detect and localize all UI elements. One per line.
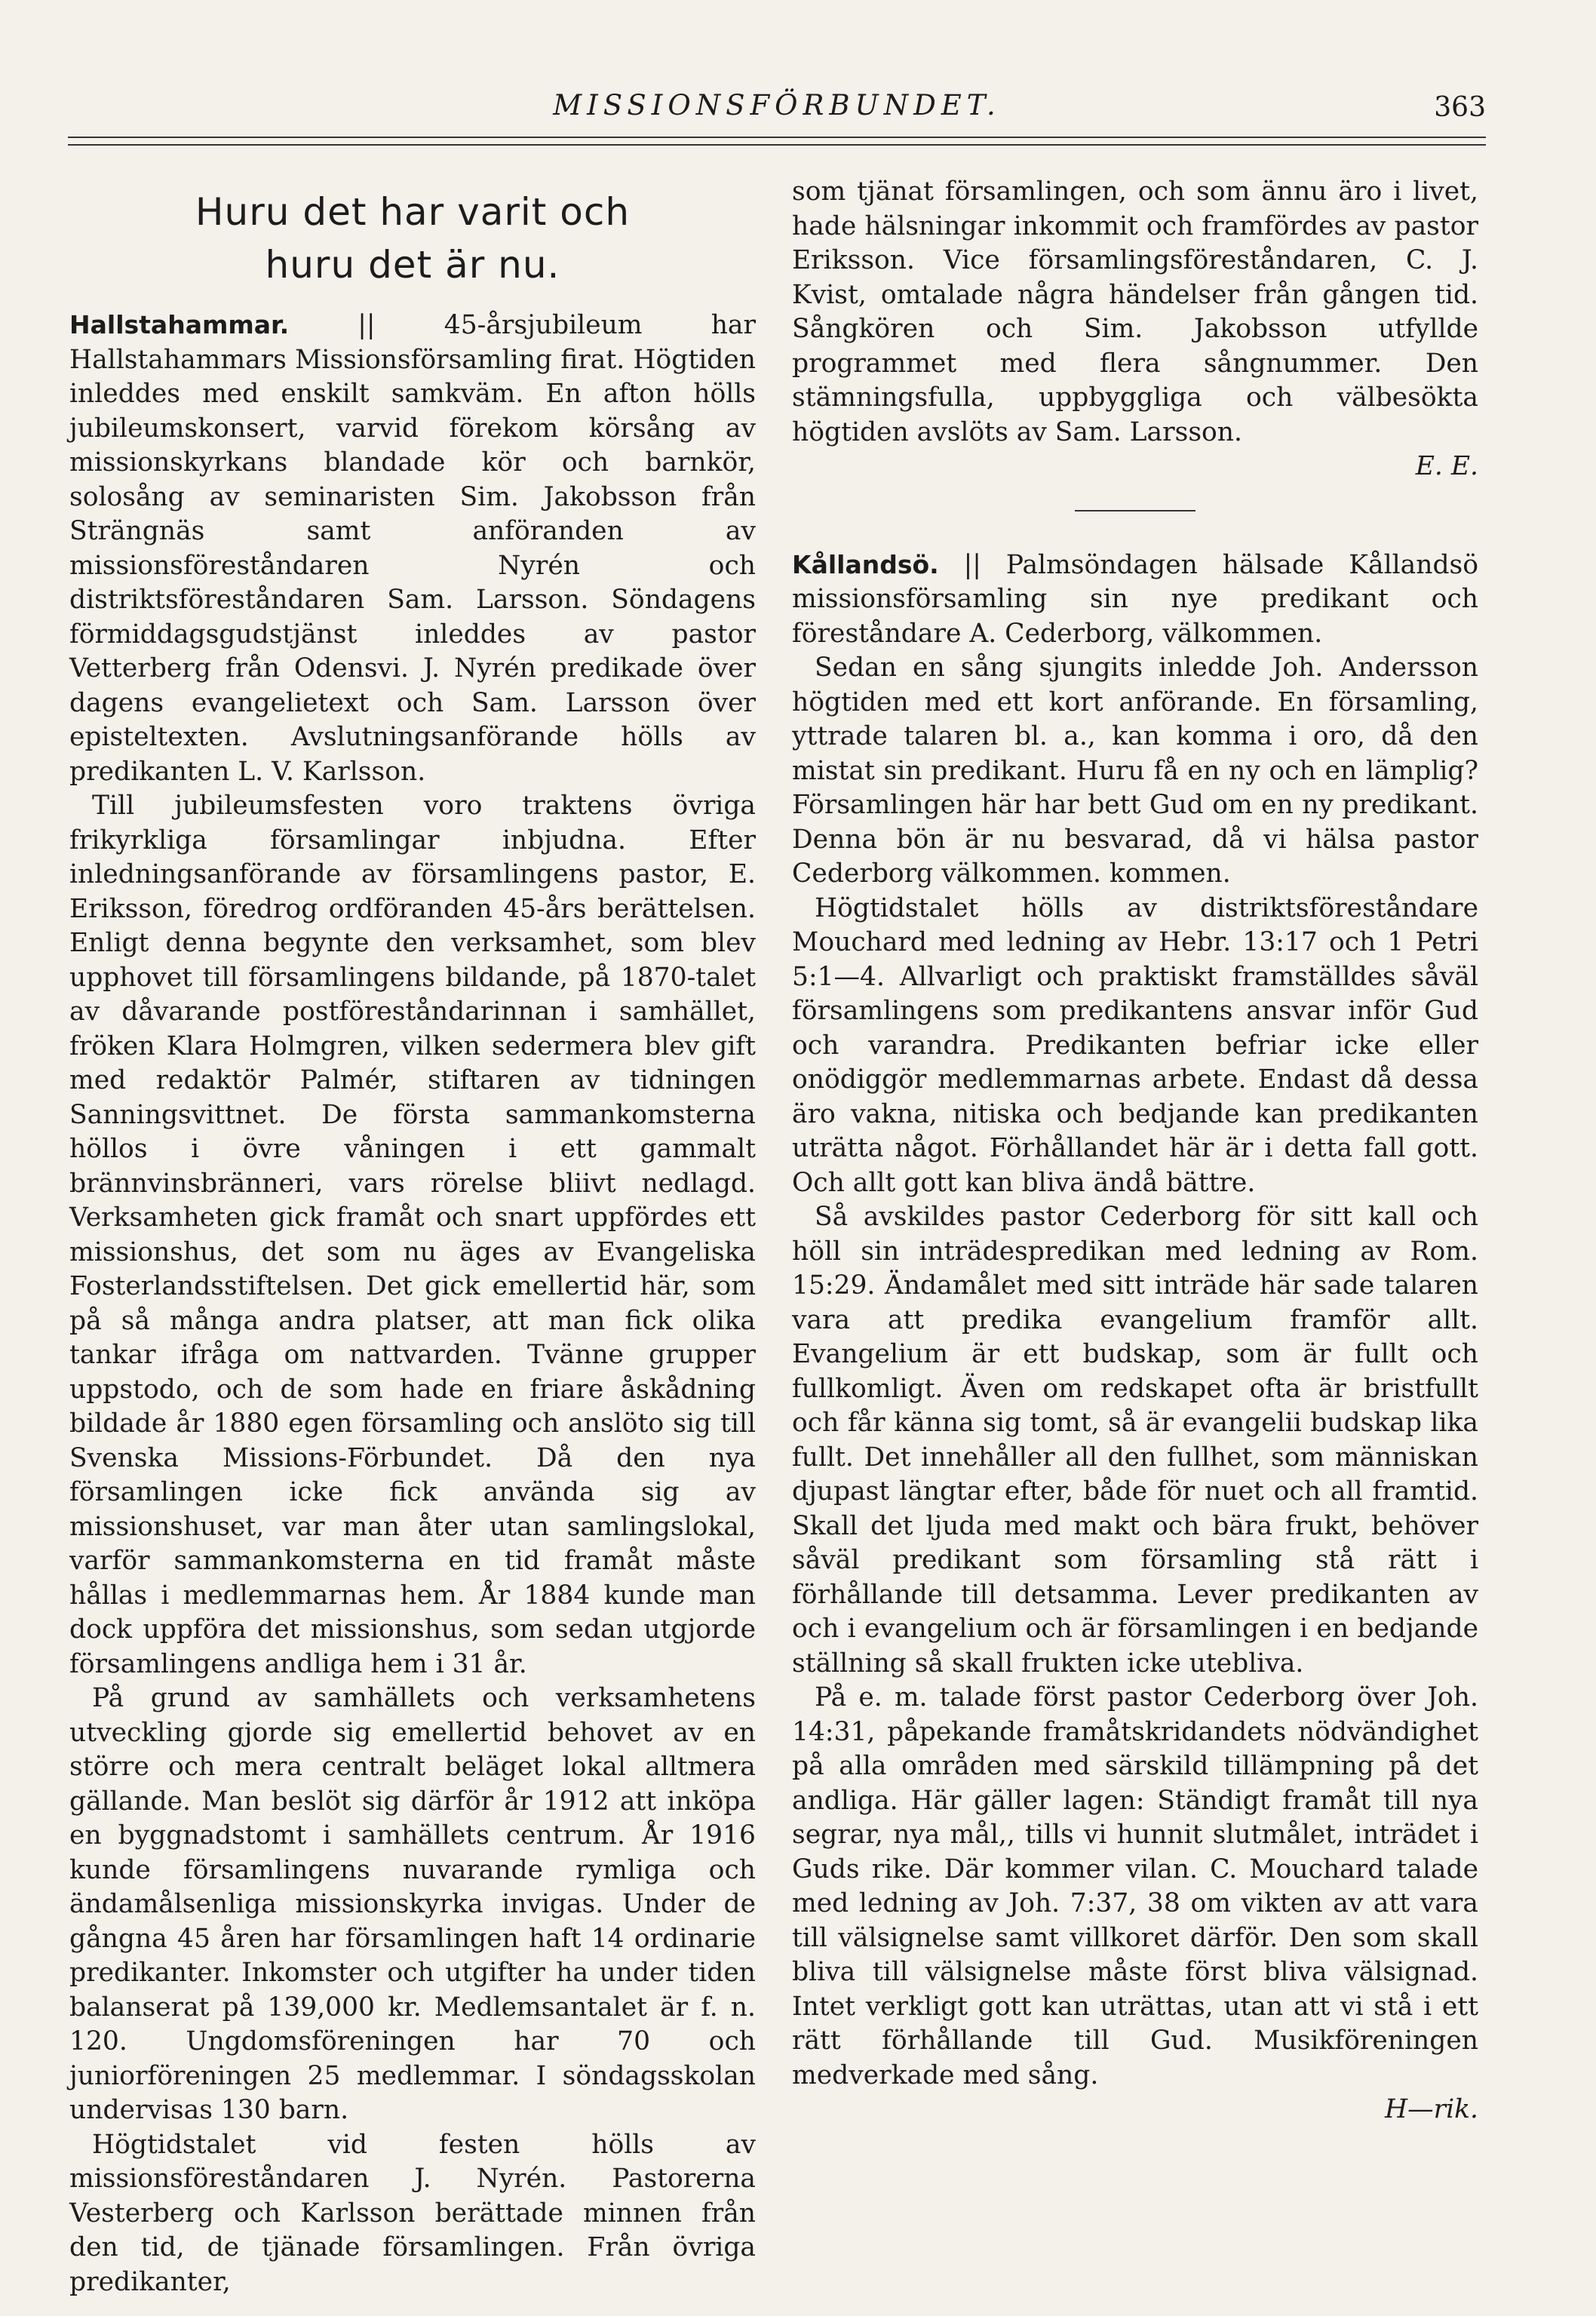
right-column [792, 175, 1478, 2127]
kallandso-paragraph-1 [792, 548, 1478, 652]
hallstahammar-continuation [792, 175, 1478, 450]
left-column [69, 175, 756, 2299]
page-number: 363 [1434, 92, 1486, 123]
hallstahammar-paragraph-4: Högtidstalet vid festen hölls av missionsföreståndaren J. Nyrén. Pastorerna Vesterberg och Karlsson berättade minnen från den tid, de tjänade församlingen. Från övriga predikanter, [69, 2129, 756, 2297]
kallandso-paragraph-5: På e. m. talade först pastor Cederborg över Joh. 14:31, påpekande framåtskridandets nödvändighet på alla områden med särskild tillämpning på det andliga. Här gäller lagen: Ständigt framåt till nya segrar, nya mål,, tills vi hunnit slutmålet, inträdet i Guds rike. Där kommer vilan. C. Mouchard talade med ledning av Joh. 7:37, 38 om vikten av att vara till välsignelse samt villkoret därför. Den som skall bliva till välsignelse måste först bliva välsignad. Intet verkligt gott kan uträttas, utan att vi stå i ett rätt förhållande till Gud. Musikföreningen medverkade med sång. [792, 1682, 1478, 2090]
paragraph-text: 45-årsjubileum har Hallstahammars Missionsförsamling firat. Högtiden inleddes med enskilt samkväm. En afton hölls jubileumskonsert, varvid förekom körsång av missionskyrkans blandade kör och barnkör, solosång av seminaristen Sim. Jakobsson från Strängnäs samt anföranden av missionsföreståndaren Nyrén och distriktsföreståndaren Sam. Larsson. Söndagens förmiddagsgudstjänst inleddes av pastor Vetterberg från Odensvi. J. Nyrén predikade över dagens evangelietext och Sam. Larsson över episteltexten. Avslutningsanförande hölls av predikanten L. V. Karlsson. [69, 310, 756, 787]
section-separator: || [938, 549, 1006, 580]
place-heading-kallandso: Kållandsö. [792, 549, 939, 579]
hallstahammar-paragraph-2: Till jubileumsfesten voro traktens övriga frikyrkliga församlingar inbjudna. Efter inledningsanförande av församlingens pastor, E. Eriksson, föredrog ordföranden 45-års berättelsen. Enligt denna begynte den verksamhet, som blev upphovet till församlingens bildande, på 1870-talet av dåvarande postföreståndarinnan i samhället, fröken Klara Holmgren, vilken sedermera blev gift med redaktör Palmér, stiftaren av tidningen Sanningsvittnet. De första sammankomsterna höllos i övre våningen i ett gammalt brännvinsbränneri, vars rörelse bliivt nedlagd. Verksamheten gick framåt och snart uppfördes ett missionshus, det som nu äges av Evangeliska Fosterlandsstiftelsen. Det gick emellertid här, som på så många andra platser, att man fick olika tankar ifråga om nattvarden. Tvänne grupper uppstodo, och de som hade en friare åskådning bildade år 1880 egen församling och anslöto sig till Svenska Missions-Förbundet. Då den nya församlingen icke fick använda sig av missionshuset, var man åter utan samlingslokal, varför sammankomsterna en tid framåt måste hållas i medlemmarnas hem. År 1884 kunde man dock uppföra det missionshus, som sedan utgjorde församlingens andliga hem i 31 år. [69, 791, 756, 1679]
kallandso-paragraph-4: Så avskildes pastor Cederborg för sitt kall och höll sin inträdespredikan med ledning av Rom. 15:29. Ändamålet med sitt inträde här sade talaren vara att predika evangelium framför allt. Evangelium är ett budskap, som är fullt och fullkomligt. Även om redskapet ofta är bristfullt och får känna sig tomt, så är evangelii budskap lika fullt. Det innehåller all den fullhet, som människan djupast längtar efter, både för nuet och all framtid. Skall det ljuda med makt och bära frukt, behöver såväl predikant som församling stå rätt i förhållande till detsamma. Lever predikanten av och i evangelium och är församlingen i en bedjande ställning så skall frukten icke utebliva. [792, 1202, 1478, 1679]
kallandso-paragraph-2: Sedan en sång sjungits inledde Joh. Andersson högtiden med ett kort anförande. En församling, yttrade talaren bl. a., kan komma i oro, då den mistat sin predikant. Huru få en ny och en lämplig? Församlingen här har bett Gud om en ny predikant. Denna bön är nu besvarad, då vi hälsa pastor Cederborg välkommen. kommen. [792, 653, 1478, 889]
signature-hrik: H—rik. [1385, 2094, 1478, 2124]
place-heading-hallstahammar: Hallstahammar. [69, 310, 290, 339]
page-header [68, 89, 1486, 134]
paragraph-text: Palmsöndagen hälsade Kållandsö missionsförsamling sin nye predikant och föreståndare A. Cederborg, välkommen. [792, 549, 1479, 649]
section-separator: || [289, 310, 444, 340]
headline-line-1: Huru det har varit och [195, 190, 631, 234]
article-divider [1075, 510, 1195, 511]
header-rule-top [68, 137, 1486, 138]
signature-ee: E. E. [1415, 451, 1478, 481]
kallandso-paragraph-3: Högtidstalet hölls av distriktsföreståndare Mouchard med ledning av Hebr. 13:17 och 1 Petri 5:1—4. Allvarligt och praktiskt framställdes såväl församlingens som predikantens ansvar inför Gud och varandra. Predikanten befriar icke eller onödiggör medlemmarnas arbete. Endast då dessa äro vakna, nitiska och bedjande kan predikanten uträtta något. Förhållandet här är i detta fall gott. Och allt gott kan bliva ändå bättre. [792, 892, 1478, 1198]
headline-line-2: huru det är nu. [265, 243, 560, 287]
header-rule-bottom [68, 144, 1486, 146]
paragraph-text: som tjänat församlingen, och som ännu äro i livet, hade hälsningar inkommit och framfördes av pastor Eriksson. Vice församlingsföreståndaren, C. J. Kvist, omtalade några händelser från gången tid. Sångkören och Sim. Jakobsson utfyllde programmet med flera sångnummer. Den stämningsfulla, uppbyggliga och välbesökta högtiden avslöts av Sam. Larsson. [792, 177, 1478, 447]
running-title: MISSIONSFÖRBUNDET. [553, 89, 1001, 121]
hallstahammar-paragraph-1 [69, 308, 756, 789]
article-headline [69, 186, 756, 291]
hallstahammar-paragraph-3: På grund av samhällets och verksamhetens utveckling gjorde sig emellertid behovet av en större och mera centralt beläget lokal alltmera gällande. Man beslöt sig därför år 1912 att inköpa en byggnadstomt i samhällets centrum. År 1916 kunde församlingens nuvarande rymliga och ändamålsenliga missionskyrka invigas. Under de gångna 45 åren har församlingen haft 14 ordinarie predikanter. Inkomster och utgifter ha under tiden balanserat på 139,000 kr. Medlemsantalet är f. n. 120. Ungdomsföreningen har 70 och juniorföreningen 25 medlemmar. I söndagsskolan undervisas 130 barn. [69, 1683, 756, 2125]
